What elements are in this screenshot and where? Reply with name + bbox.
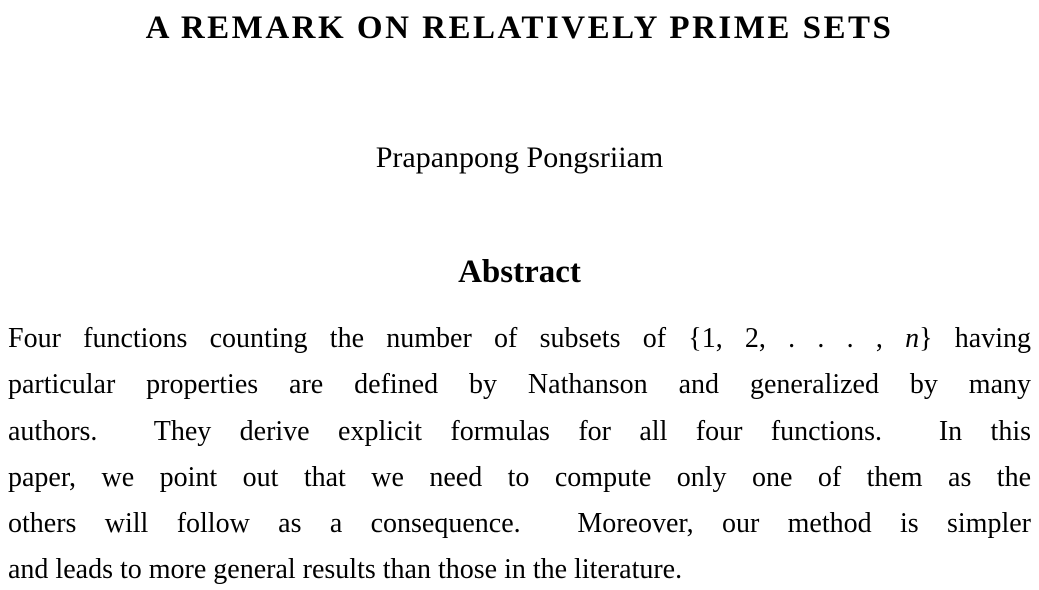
abstract-line-1-text: Four functions counting the number of subsets of {1, 2, . . . , — [8, 323, 906, 354]
abstract-line-5: others will follow as a consequence. Moreover, our method is simpler — [8, 508, 1031, 540]
abstract-heading: Abstract — [458, 254, 581, 290]
abstract-line-6: and leads to more general results than those in the literature. — [8, 554, 683, 586]
math-variable-n: n — [905, 323, 920, 354]
abstract-line-4: paper, we point out that we need to compute only one of them as the — [8, 461, 1031, 493]
abstract-line-1-tail: } having — [919, 323, 1031, 354]
paper-author: Prapanpong Pongsriiam — [375, 141, 664, 174]
abstract-body — [0, 316, 1039, 590]
abstract-line-3: authors. They derive explicit formulas for all four functions. In this — [8, 415, 1031, 447]
paper-title: A REMARK ON RELATIVELY PRIME SETS — [145, 10, 894, 46]
abstract-line-2: particular properties are defined by Nathanson and generalized by many — [8, 369, 1031, 401]
abstract-line-1 — [8, 316, 1031, 362]
